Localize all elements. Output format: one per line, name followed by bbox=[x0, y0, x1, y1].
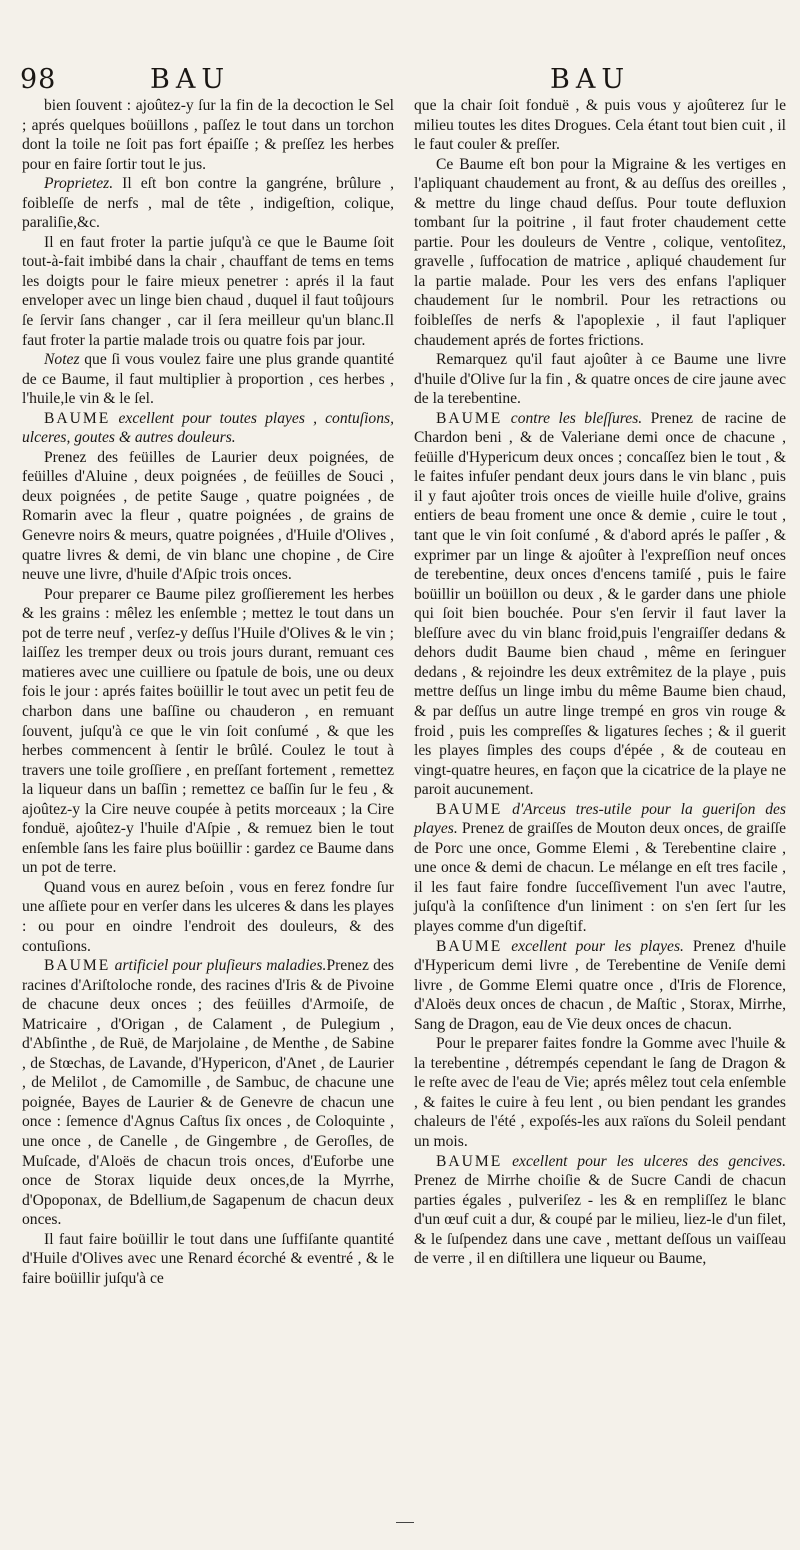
left-column bbox=[22, 96, 394, 1288]
paragraph-text: que ſi vous voulez faire une plus grande quantité de ce Baume, il faut multiplier à proportion , ces herbes , l'huile,le vin & le ſel. bbox=[22, 351, 394, 408]
paragraph-text: Il en faut froter la partie juſqu'à ce que le Baume ſoit tout-à-fait imbibé dans la chair , chauffant de tems en tems les doigts pour le faire mieux penetrer : aprés il la faut enveloper avec un linge bien chaud , duquel il faut toûjours ſe ſervir ſans changer , car il ſera meilleur qu'un blanc.Il faut froter la partie malade trois ou quatre fois par jour. bbox=[22, 233, 394, 349]
paragraph bbox=[22, 96, 394, 174]
paragraph-text: Ce Baume eſt bon pour la Migraine & les vertiges en l'apliquant chaudement au front, & au deſſus des oreilles , & mettre du linge chaud deſſus. Pour toute defluxion tombant ſur la poitrine , il faut froter chaudement cette partie. Pour les douleurs de Ventre , colique, ventoſitez, gravelle , ſuffocation de matrice , apliqué chaudement ſur la partie malade. Pour les vers des enfans l'apliquer chaudement ſur le nombril. Pour les retractions ou foibleſſes de nerfs & l'apoplexie , il faut l'apliquer chaudement aprés de fortes frictions. bbox=[414, 155, 786, 349]
paragraph-text: Remarquez qu'il faut ajoûter à ce Baume une livre d'huile d'Olive ſur la fin , & quatre onces de cire jaune avec de la terebentine. bbox=[414, 351, 786, 408]
paragraph-text: Prenez de Mirrhe choiſie & de Sucre Candi de chacun parties égales , pulveriſez - les & en rempliſſez le blanc d'un œuf cuit a dur, & coupé par le milieu, liez-le d'un filet, & le ſuſpendez dans une cave , mettant deſſous un vaiſſeau de verre , il en diſtillera une liqueur ou Baume, bbox=[414, 1172, 786, 1268]
italic-lead: Notez bbox=[44, 351, 80, 369]
paragraph-text: Prenez d'huile d'Hypericum demi livre , de Terebentine de Veniſe demi livre , de Gomme Elemi quatre once , d'Iris de Florence, d'Aloës deux onces de chacun , de Maſtic , Storax, Mirrhe, Sang de Dragon, eau de Vie deux onces de chacun. bbox=[414, 937, 786, 1033]
paragraph-text: Prenez des racines d'Ariſtoloche ronde, des racines d'Iris & de Pivoine de chacune deux onces ; des feüilles d'Armoiſe, de Matricaire , d'Origan , de Calament , de Pulegium , d'Abſinthe , de Ruë, de Marjolaine , de Menthe , de Sabine , de Stœchas, de Lavande, d'Hypericon, d'Anet , de Laurier , de Melilot , de Camomille , de Sambuc, de chacune une poignée, Bayes de Laurier & de Genevre de chacun une once : ſemence d'Agnus Caſtus ſix onces , de Coloquinte , une once , de Canelle , de Gingembre , de Geroſles, de Muſcade, d'Aloës de chacun trois onces, d'Euforbe une once de Storax liquide deux onces,de la Myrrhe, d'Opoponax, de Bdellium,de Sagapenum de chacun deux onces. bbox=[22, 957, 394, 1229]
paragraph bbox=[22, 448, 394, 585]
recipe-heading: BAUME bbox=[436, 800, 503, 818]
paragraph bbox=[414, 409, 786, 800]
paragraph bbox=[22, 585, 394, 878]
paragraph bbox=[22, 1230, 394, 1289]
paragraph-text: Il eſt bon contre la gangréne, brûlure , foibleſſe de nerfs , mal de tête , indigeſtion, colique, paraliſie,&c. bbox=[22, 175, 394, 232]
paragraph bbox=[22, 233, 394, 350]
paragraph-text: Prenez de racine de Chardon beni , & de Valeriane demi once de chacune , feüille d'Hypericum deux onces ; concaſſez bien le tout , & le faites infuſer pendant deux jours dans le vin blanc , puis il y faut ajoûter trois onces de vieille huile d'olive, grains entiers de beau froment une once & demie , cuire le tout , tant que le vin ſoit conſumé , & d'abord aprés le paſſer , & exprimer par un linge & ajoûter à l'expreſſion neuf onces de terebentine, deux onces d'encens tamiſé , puis le faire boüillir un boüillon ou deux , & le garder dans une phiole qui ſoit bien bouchée. Pour s'en ſervir il faut laver la bleſſure avec du vin blanc froid,puis l'engraiſſer dedans & dehors dudit Baume bien chaud , même en ſeringuer dedans , & rejoindre les deux extrêmitez de la playe , puis mettre deſſus un linge imbu du même Baume bien chaud, & par deſſus un autre linge trempé en gros vin rouge & froid , puis les compreſſes & ligatures ſeches ; & il guerit les playes ſimples des coups d'épée , & de couteau en vingt-quatre heures, en façon que la cicatrice de la playe ne paroit aucunement. bbox=[414, 409, 787, 799]
paragraph-text: Il faut faire boüillir le tout dans une ſuffiſante quantité d'Huile d'Olives avec une Renard écorché & eventré , & le faire boüillir juſqu'à ce bbox=[22, 1230, 394, 1287]
paragraph bbox=[414, 937, 786, 1035]
paragraph-text: Prenez des feüilles de Laurier deux poignées, de feüilles d'Aluine , deux poignées , de feüilles de Souci , deux poignées , de petite Sauge , quatre poignées , de Romarin avec la fleur , quatre poignées , de grains de Genevre noirs & meurs, quatre poignées , d'Huile d'Olives , quatre livres & demi, de vin blanc une chopine , de Cire neuve une livre, d'huile d'Aſpic trois onces. bbox=[22, 448, 394, 584]
right-column bbox=[414, 96, 786, 1269]
paragraph bbox=[414, 96, 786, 155]
footer-rule bbox=[396, 1522, 414, 1523]
paragraph bbox=[414, 800, 786, 937]
paragraph bbox=[22, 174, 394, 233]
paragraph bbox=[414, 1152, 786, 1269]
paragraph bbox=[414, 1034, 786, 1151]
paragraph bbox=[414, 350, 786, 409]
italic-lead: artificiel pour pluſieurs maladies. bbox=[110, 957, 327, 975]
recipe-heading: BAUME bbox=[436, 937, 503, 955]
paragraph bbox=[22, 350, 394, 409]
paragraph bbox=[22, 409, 394, 448]
running-head-left: BAU bbox=[150, 64, 231, 95]
paragraph-text: Prenez de graiſſes de Mouton deux onces, de graiſſe de Porc une once, Gomme Elemi , & Terebentine claire , une once & demi de chacun. Le mélange en eſt tres facile , il les faut faire fondre ſucceſſivement l'un avec l'autre, juſqu'à la conſiſtence d'un liniment : on s'en ſert ſur les playes comme d'un digeſtif. bbox=[414, 820, 786, 935]
running-head-right: BAU bbox=[550, 64, 631, 95]
page-number: 98 bbox=[20, 64, 57, 95]
italic-lead: excellent pour les ulceres des gencives. bbox=[502, 1152, 786, 1170]
recipe-heading: BAUME bbox=[44, 409, 111, 427]
paragraph-text: Pour preparer ce Baume pilez groſſierement les herbes & les grains : mêlez les enſemble ; mettez le tout dans un pot de terre neuf , verſez-y deſſus l'Huile d'Olives & le vin ; laiſſez les tremper deux ou trois jours durant, remuant ces matieres avec une cuilliere ou ſpatule de bois, une ou deux fois le jour : aprés faites boüillir le tout avec un petit feu de charbon dans une baſſine ou chauderon , en remuant ſouvent, juſqu'à ce que le vin ſoit conſumé , & que les herbes commencent à ſentir le brûlé. Coulez le tout à travers une toile groſſiere , en preſſant fortement , remettez la liqueur dans un baſſin ; remettez ce baſſin ſur le feu , & ajoûtez-y la Cire neuve coupée à petits morceaux ; la Cire fonduë, ajoûtez-y l'huile d'Aſpie , & remuez bien le tout enſemble ſans les faire plus boüillir : gardez ce Baume dans un pot de terre. bbox=[22, 585, 394, 877]
italic-lead: Proprietez. bbox=[44, 175, 114, 193]
recipe-heading: BAUME bbox=[436, 409, 503, 427]
paragraph-text: que la chair ſoit fonduë , & puis vous y ajoûterez ſur le milieu toutes les dites Drogues. Cela étant tout bien cuit , il le faut couler & preſſer. bbox=[414, 97, 786, 154]
italic-lead: d'Arceus tres-utile pour la gueriſon des playes. bbox=[414, 800, 786, 838]
italic-lead: excellent pour les playes. bbox=[502, 937, 684, 955]
page-header bbox=[20, 64, 780, 96]
paragraph bbox=[22, 956, 394, 1230]
recipe-heading: BAUME bbox=[436, 1152, 503, 1170]
italic-lead: contre les bleſſures. bbox=[502, 409, 643, 427]
italic-lead: excellent pour toutes playes , contuſions, ulceres, goutes & autres douleurs. bbox=[22, 409, 394, 447]
paragraph-text: bien ſouvent : ajoûtez-y ſur la fin de la decoction le Sel ; aprés quelques boüillons , paſſez le tout dans un torchon dont la toile ne ſoit pas fort épaiſſe ; & preſſez les herbes pour en faire ſortir tout le jus. bbox=[22, 97, 394, 173]
paragraph bbox=[22, 878, 394, 956]
paragraph-text: Quand vous en aurez beſoin , vous en ferez fondre ſur une aſſiete pour en verſer dans les ulceres & dans les playes : ou pour en oindre l'endroit des douleurs, & des contuſions. bbox=[22, 878, 394, 955]
recipe-heading: BAUME bbox=[44, 957, 111, 975]
paragraph bbox=[414, 155, 786, 350]
paragraph-text: Pour le preparer faites fondre la Gomme avec l'huile & la terebentine , détrempés cependant le ſang de Dragon & le reſte avec de l'eau de Vie; aprés mêlez tout cela enſemble , & faites le cuire à feu lent , ou bien pendant les grandes chaleurs de l'été , expoſés-les aux raïons du Soleil pendant un mois. bbox=[414, 1035, 786, 1150]
